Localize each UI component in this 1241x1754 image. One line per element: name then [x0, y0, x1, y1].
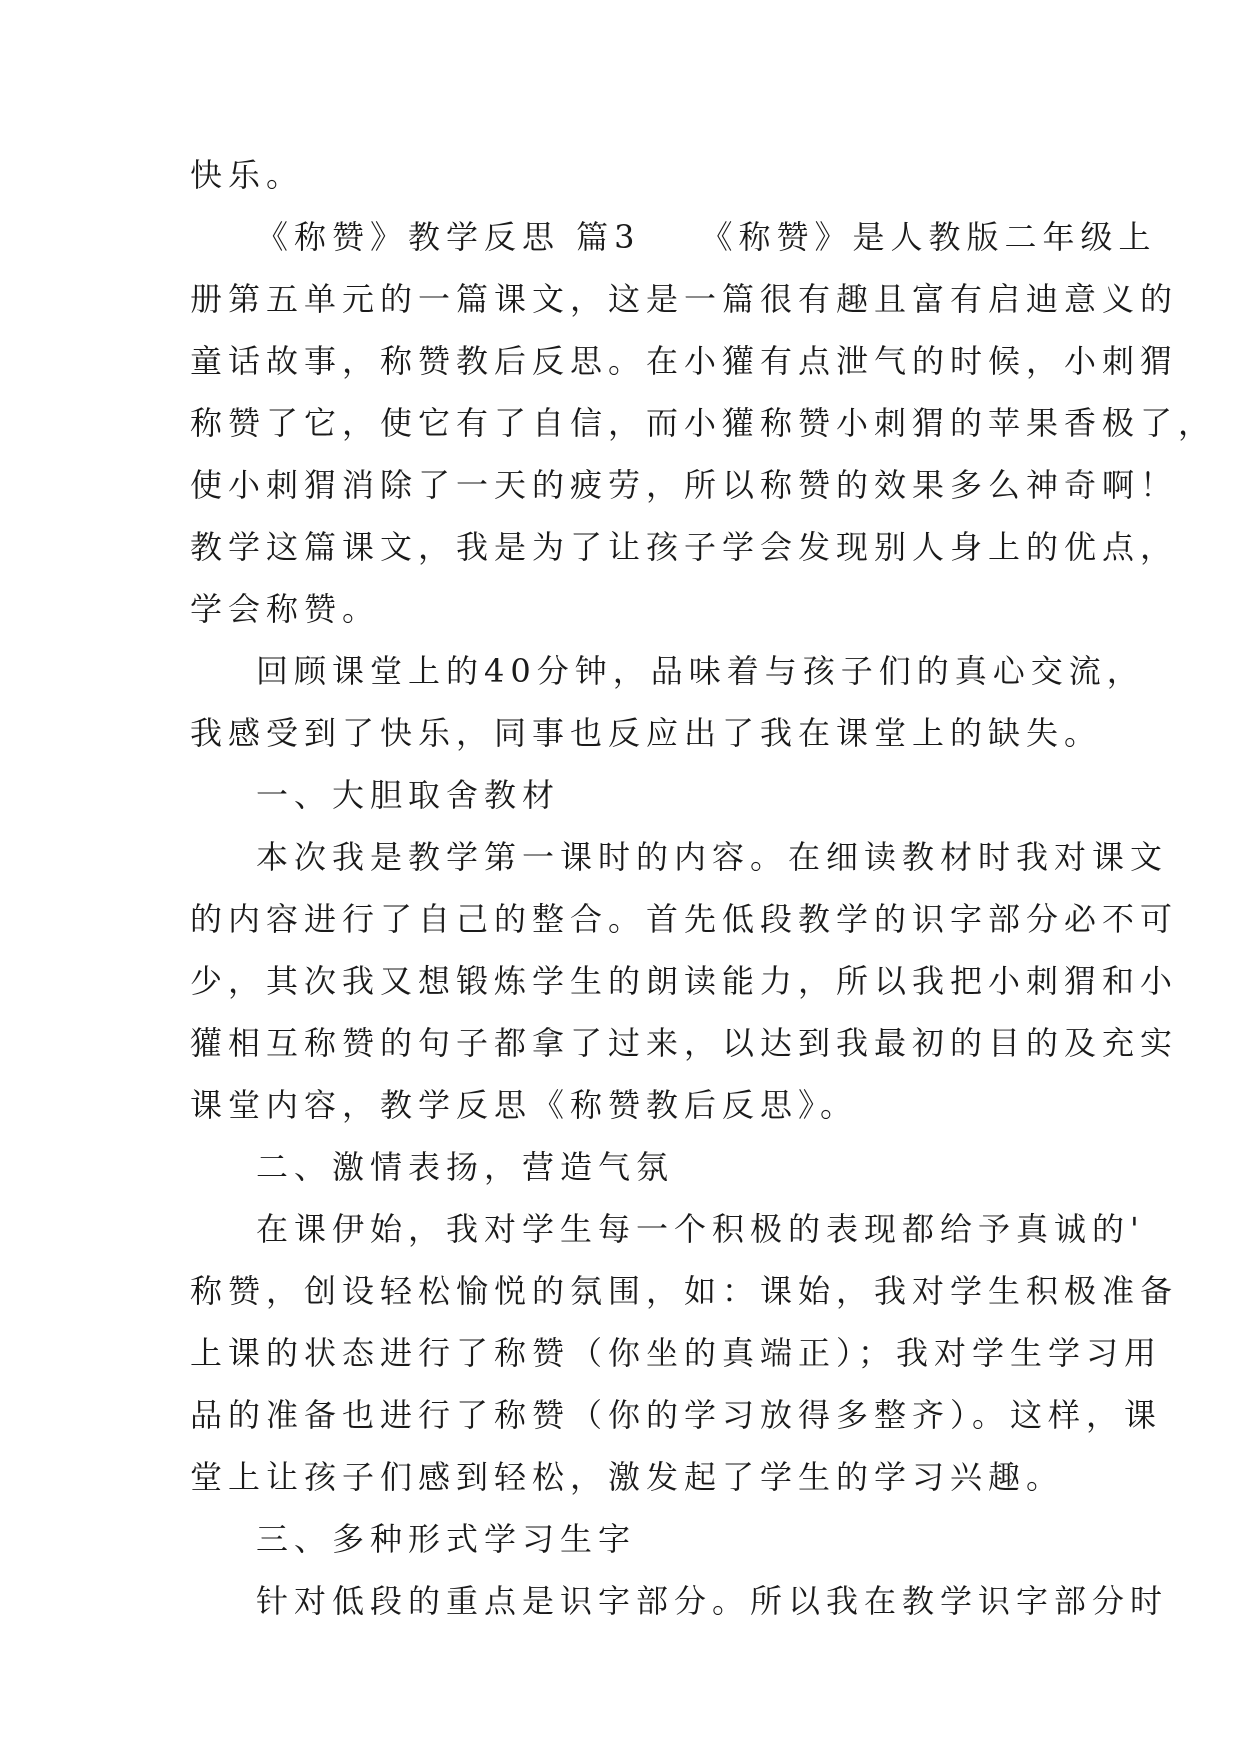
- text-line: 称赞，创设轻松愉悦的氛围，如：课始，我对学生积极准备: [190, 1272, 1179, 1310]
- section-heading: 二、激情表扬，营造气氛: [256, 1148, 675, 1186]
- text-line: 童话故事，称赞教后反思。在小獾有点泄气的时候，小刺猬: [190, 342, 1179, 380]
- text-line: 品的准备也进行了称赞（你的学习放得多整齐）。这样，课: [190, 1396, 1163, 1434]
- text-line: 快乐。: [190, 156, 305, 194]
- text-line: 獾相互称赞的句子都拿了过来，以达到我最初的目的及充实: [190, 1024, 1179, 1062]
- text-line: 称赞了它，使它有了自信，而小獾称赞小刺猬的苹果香极了，: [190, 404, 1217, 442]
- text-line: 回顾课堂上的40分钟，品味着与孩子们的真心交流，: [256, 652, 1145, 690]
- text-line: 在课伊始，我对学生每一个积极的表现都给予真诚的': [256, 1210, 1145, 1248]
- section-heading: 三、多种形式学习生字: [256, 1520, 637, 1558]
- text-line: 课堂内容，教学反思《称赞教后反思》。: [190, 1086, 859, 1124]
- text-line: 我感受到了快乐，同事也反应出了我在课堂上的缺失。: [190, 714, 1103, 752]
- text-line: 教学这篇课文，我是为了让孩子学会发现别人身上的优点，: [190, 528, 1179, 566]
- text-line: 本次我是教学第一课时的内容。在细读教材时我对课文: [256, 838, 1169, 876]
- text-line: 《称赞》教学反思 篇3 《称赞》是人教版二年级上: [256, 218, 1157, 256]
- text-line: 的内容进行了自己的整合。首先低段教学的识字部分必不可: [190, 900, 1179, 938]
- text-line: 学会称赞。: [190, 590, 381, 628]
- text-line: 册第五单元的一篇课文，这是一篇很有趣且富有启迪意义的: [190, 280, 1179, 318]
- text-line: 使小刺猬消除了一天的疲劳，所以称赞的效果多么神奇啊！: [190, 466, 1179, 504]
- text-line: 少，其次我又想锻炼学生的朗读能力，所以我把小刺猬和小: [190, 962, 1179, 1000]
- text-line: 针对低段的重点是识字部分。所以我在教学识字部分时: [256, 1582, 1169, 1620]
- text-line: 上课的状态进行了称赞（你坐的真端正）；我对学生学习用: [190, 1334, 1163, 1372]
- text-line: 堂上让孩子们感到轻松，激发起了学生的学习兴趣。: [190, 1458, 1065, 1496]
- section-heading: 一、大胆取舍教材: [256, 776, 561, 814]
